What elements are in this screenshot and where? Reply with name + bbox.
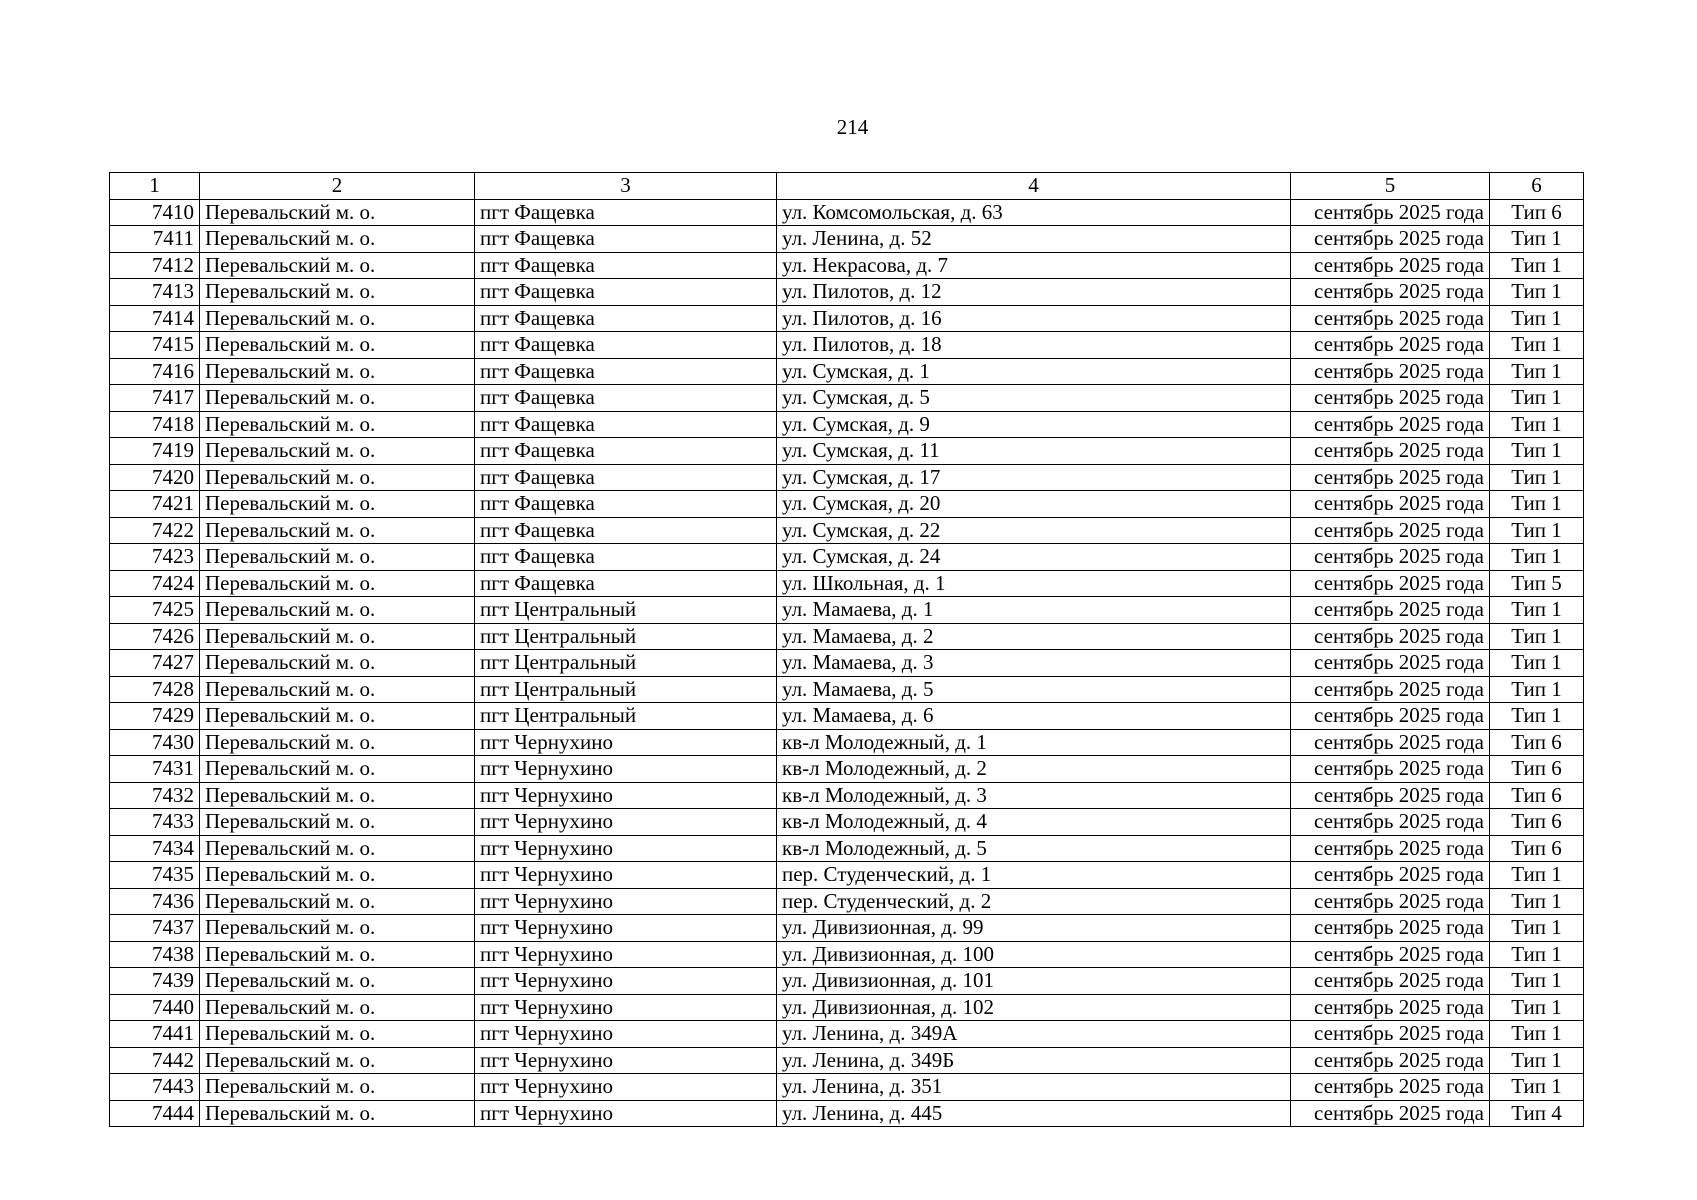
district-cell: Перевальский м. о. bbox=[200, 517, 475, 544]
settlement-cell: пгт Фащевка bbox=[475, 279, 777, 306]
address-cell: ул. Ленина, д. 349Б bbox=[777, 1047, 1291, 1074]
page-number: 214 bbox=[836, 115, 869, 139]
period-cell: сентябрь 2025 года bbox=[1291, 491, 1490, 518]
type-cell: Тип 1 bbox=[1490, 597, 1584, 624]
type-cell: Тип 1 bbox=[1490, 862, 1584, 889]
table-row bbox=[110, 252, 1584, 279]
table-row bbox=[110, 226, 1584, 253]
table-row bbox=[110, 570, 1584, 597]
row-number-cell: 7410 bbox=[110, 199, 200, 226]
row-number-cell: 7421 bbox=[110, 491, 200, 518]
table-row bbox=[110, 279, 1584, 306]
address-cell: кв-л Молодежный, д. 4 bbox=[777, 809, 1291, 836]
settlement-cell: пгт Чернухино bbox=[475, 888, 777, 915]
row-number-cell: 7441 bbox=[110, 1021, 200, 1048]
period-cell: сентябрь 2025 года bbox=[1291, 862, 1490, 889]
address-cell: ул. Школьная, д. 1 bbox=[777, 570, 1291, 597]
address-cell: ул. Сумская, д. 22 bbox=[777, 517, 1291, 544]
row-number-cell: 7435 bbox=[110, 862, 200, 889]
district-cell: Перевальский м. о. bbox=[200, 888, 475, 915]
table-row bbox=[110, 358, 1584, 385]
table-row bbox=[110, 411, 1584, 438]
row-number-cell: 7427 bbox=[110, 650, 200, 677]
period-cell: сентябрь 2025 года bbox=[1291, 1074, 1490, 1101]
type-cell: Тип 1 bbox=[1490, 1074, 1584, 1101]
district-cell: Перевальский м. о. bbox=[200, 226, 475, 253]
housing-register-table bbox=[109, 172, 1584, 1127]
district-cell: Перевальский м. о. bbox=[200, 279, 475, 306]
address-cell: ул. Мамаева, д. 5 bbox=[777, 676, 1291, 703]
type-cell: Тип 1 bbox=[1490, 491, 1584, 518]
table-body bbox=[110, 199, 1584, 1127]
district-cell: Перевальский м. о. bbox=[200, 411, 475, 438]
address-cell: ул. Ленина, д. 52 bbox=[777, 226, 1291, 253]
settlement-cell: пгт Чернухино bbox=[475, 915, 777, 942]
table-row bbox=[110, 517, 1584, 544]
type-cell: Тип 1 bbox=[1490, 464, 1584, 491]
settlement-cell: пгт Фащевка bbox=[475, 570, 777, 597]
table-row bbox=[110, 1047, 1584, 1074]
address-cell: ул. Мамаева, д. 6 bbox=[777, 703, 1291, 730]
district-cell: Перевальский м. о. bbox=[200, 570, 475, 597]
settlement-cell: пгт Чернухино bbox=[475, 729, 777, 756]
type-cell: Тип 6 bbox=[1490, 199, 1584, 226]
table-row bbox=[110, 835, 1584, 862]
period-cell: сентябрь 2025 года bbox=[1291, 544, 1490, 571]
period-cell: сентябрь 2025 года bbox=[1291, 676, 1490, 703]
settlement-cell: пгт Фащевка bbox=[475, 226, 777, 253]
row-number-cell: 7419 bbox=[110, 438, 200, 465]
settlement-cell: пгт Чернухино bbox=[475, 994, 777, 1021]
address-cell: ул. Сумская, д. 9 bbox=[777, 411, 1291, 438]
table-row bbox=[110, 809, 1584, 836]
settlement-cell: пгт Фащевка bbox=[475, 411, 777, 438]
period-cell: сентябрь 2025 года bbox=[1291, 1047, 1490, 1074]
address-cell: ул. Сумская, д. 11 bbox=[777, 438, 1291, 465]
table-row bbox=[110, 941, 1584, 968]
address-cell: ул. Пилотов, д. 16 bbox=[777, 305, 1291, 332]
district-cell: Перевальский м. о. bbox=[200, 1021, 475, 1048]
type-cell: Тип 1 bbox=[1490, 517, 1584, 544]
column-header-4: 4 bbox=[777, 173, 1291, 200]
row-number-cell: 7426 bbox=[110, 623, 200, 650]
settlement-cell: пгт Фащевка bbox=[475, 438, 777, 465]
row-number-cell: 7438 bbox=[110, 941, 200, 968]
type-cell: Тип 1 bbox=[1490, 915, 1584, 942]
address-cell: ул. Пилотов, д. 12 bbox=[777, 279, 1291, 306]
table-row bbox=[110, 994, 1584, 1021]
district-cell: Перевальский м. о. bbox=[200, 305, 475, 332]
row-number-cell: 7420 bbox=[110, 464, 200, 491]
table-row bbox=[110, 1100, 1584, 1127]
row-number-cell: 7417 bbox=[110, 385, 200, 412]
settlement-cell: пгт Чернухино bbox=[475, 1074, 777, 1101]
type-cell: Тип 1 bbox=[1490, 703, 1584, 730]
district-cell: Перевальский м. о. bbox=[200, 491, 475, 518]
settlement-cell: пгт Фащевка bbox=[475, 305, 777, 332]
district-cell: Перевальский м. о. bbox=[200, 756, 475, 783]
table-row bbox=[110, 491, 1584, 518]
address-cell: ул. Мамаева, д. 2 bbox=[777, 623, 1291, 650]
period-cell: сентябрь 2025 года bbox=[1291, 464, 1490, 491]
district-cell: Перевальский м. о. bbox=[200, 729, 475, 756]
district-cell: Перевальский м. о. bbox=[200, 1100, 475, 1127]
table-row bbox=[110, 623, 1584, 650]
type-cell: Тип 6 bbox=[1490, 835, 1584, 862]
row-number-cell: 7436 bbox=[110, 888, 200, 915]
settlement-cell: пгт Фащевка bbox=[475, 385, 777, 412]
table-row bbox=[110, 385, 1584, 412]
settlement-cell: пгт Фащевка bbox=[475, 358, 777, 385]
settlement-cell: пгт Чернухино bbox=[475, 941, 777, 968]
row-number-cell: 7428 bbox=[110, 676, 200, 703]
period-cell: сентябрь 2025 года bbox=[1291, 305, 1490, 332]
district-cell: Перевальский м. о. bbox=[200, 252, 475, 279]
row-number-cell: 7437 bbox=[110, 915, 200, 942]
settlement-cell: пгт Центральный bbox=[475, 597, 777, 624]
settlement-cell: пгт Центральный bbox=[475, 703, 777, 730]
period-cell: сентябрь 2025 года bbox=[1291, 968, 1490, 995]
row-number-cell: 7412 bbox=[110, 252, 200, 279]
type-cell: Тип 5 bbox=[1490, 570, 1584, 597]
settlement-cell: пгт Чернухино bbox=[475, 782, 777, 809]
table-row bbox=[110, 438, 1584, 465]
address-cell: ул. Пилотов, д. 18 bbox=[777, 332, 1291, 359]
row-number-cell: 7430 bbox=[110, 729, 200, 756]
address-cell: ул. Сумская, д. 20 bbox=[777, 491, 1291, 518]
row-number-cell: 7440 bbox=[110, 994, 200, 1021]
table-row bbox=[110, 650, 1584, 677]
column-header-6: 6 bbox=[1490, 173, 1584, 200]
column-header-3: 3 bbox=[475, 173, 777, 200]
period-cell: сентябрь 2025 года bbox=[1291, 358, 1490, 385]
period-cell: сентябрь 2025 года bbox=[1291, 279, 1490, 306]
table-row bbox=[110, 862, 1584, 889]
row-number-cell: 7439 bbox=[110, 968, 200, 995]
row-number-cell: 7431 bbox=[110, 756, 200, 783]
settlement-cell: пгт Чернухино bbox=[475, 756, 777, 783]
district-cell: Перевальский м. о. bbox=[200, 597, 475, 624]
settlement-cell: пгт Центральный bbox=[475, 676, 777, 703]
table-row bbox=[110, 782, 1584, 809]
period-cell: сентябрь 2025 года bbox=[1291, 1021, 1490, 1048]
district-cell: Перевальский м. о. bbox=[200, 464, 475, 491]
row-number-cell: 7415 bbox=[110, 332, 200, 359]
period-cell: сентябрь 2025 года bbox=[1291, 570, 1490, 597]
settlement-cell: пгт Чернухино bbox=[475, 835, 777, 862]
district-cell: Перевальский м. о. bbox=[200, 941, 475, 968]
address-cell: ул. Дивизионная, д. 101 bbox=[777, 968, 1291, 995]
period-cell: сентябрь 2025 года bbox=[1291, 994, 1490, 1021]
column-header-2: 2 bbox=[200, 173, 475, 200]
type-cell: Тип 6 bbox=[1490, 729, 1584, 756]
district-cell: Перевальский м. о. bbox=[200, 1047, 475, 1074]
settlement-cell: пгт Фащевка bbox=[475, 199, 777, 226]
type-cell: Тип 1 bbox=[1490, 305, 1584, 332]
address-cell: ул. Сумская, д. 5 bbox=[777, 385, 1291, 412]
settlement-cell: пгт Фащевка bbox=[475, 464, 777, 491]
settlement-cell: пгт Чернухино bbox=[475, 809, 777, 836]
type-cell: Тип 1 bbox=[1490, 941, 1584, 968]
period-cell: сентябрь 2025 года bbox=[1291, 385, 1490, 412]
settlement-cell: пгт Чернухино bbox=[475, 968, 777, 995]
row-number-cell: 7411 bbox=[110, 226, 200, 253]
address-cell: ул. Ленина, д. 349А bbox=[777, 1021, 1291, 1048]
type-cell: Тип 1 bbox=[1490, 650, 1584, 677]
district-cell: Перевальский м. о. bbox=[200, 968, 475, 995]
address-cell: пер. Студенческий, д. 1 bbox=[777, 862, 1291, 889]
row-number-cell: 7433 bbox=[110, 809, 200, 836]
row-number-cell: 7423 bbox=[110, 544, 200, 571]
table-row bbox=[110, 597, 1584, 624]
row-number-cell: 7432 bbox=[110, 782, 200, 809]
table-row bbox=[110, 703, 1584, 730]
district-cell: Перевальский м. о. bbox=[200, 650, 475, 677]
row-number-cell: 7413 bbox=[110, 279, 200, 306]
district-cell: Перевальский м. о. bbox=[200, 332, 475, 359]
address-cell: ул. Дивизионная, д. 100 bbox=[777, 941, 1291, 968]
row-number-cell: 7422 bbox=[110, 517, 200, 544]
type-cell: Тип 1 bbox=[1490, 1047, 1584, 1074]
table-row bbox=[110, 676, 1584, 703]
district-cell: Перевальский м. о. bbox=[200, 915, 475, 942]
address-cell: ул. Мамаева, д. 3 bbox=[777, 650, 1291, 677]
address-cell: ул. Некрасова, д. 7 bbox=[777, 252, 1291, 279]
table-row bbox=[110, 968, 1584, 995]
type-cell: Тип 1 bbox=[1490, 411, 1584, 438]
type-cell: Тип 1 bbox=[1490, 279, 1584, 306]
type-cell: Тип 1 bbox=[1490, 968, 1584, 995]
district-cell: Перевальский м. о. bbox=[200, 782, 475, 809]
district-cell: Перевальский м. о. bbox=[200, 862, 475, 889]
period-cell: сентябрь 2025 года bbox=[1291, 226, 1490, 253]
address-cell: кв-л Молодежный, д. 1 bbox=[777, 729, 1291, 756]
settlement-cell: пгт Фащевка bbox=[475, 544, 777, 571]
type-cell: Тип 6 bbox=[1490, 756, 1584, 783]
settlement-cell: пгт Центральный bbox=[475, 623, 777, 650]
table-row bbox=[110, 544, 1584, 571]
type-cell: Тип 1 bbox=[1490, 623, 1584, 650]
district-cell: Перевальский м. о. bbox=[200, 835, 475, 862]
period-cell: сентябрь 2025 года bbox=[1291, 650, 1490, 677]
type-cell: Тип 1 bbox=[1490, 1021, 1584, 1048]
address-cell: ул. Дивизионная, д. 99 bbox=[777, 915, 1291, 942]
table-row bbox=[110, 332, 1584, 359]
row-number-cell: 7434 bbox=[110, 835, 200, 862]
table-header-row bbox=[110, 173, 1584, 200]
address-cell: кв-л Молодежный, д. 5 bbox=[777, 835, 1291, 862]
address-cell: ул. Сумская, д. 1 bbox=[777, 358, 1291, 385]
district-cell: Перевальский м. о. bbox=[200, 623, 475, 650]
table-row bbox=[110, 888, 1584, 915]
address-cell: пер. Студенческий, д. 2 bbox=[777, 888, 1291, 915]
type-cell: Тип 1 bbox=[1490, 994, 1584, 1021]
type-cell: Тип 1 bbox=[1490, 252, 1584, 279]
row-number-cell: 7414 bbox=[110, 305, 200, 332]
settlement-cell: пгт Фащевка bbox=[475, 517, 777, 544]
period-cell: сентябрь 2025 года bbox=[1291, 199, 1490, 226]
period-cell: сентябрь 2025 года bbox=[1291, 729, 1490, 756]
district-cell: Перевальский м. о. bbox=[200, 544, 475, 571]
period-cell: сентябрь 2025 года bbox=[1291, 756, 1490, 783]
address-cell: ул. Ленина, д. 445 bbox=[777, 1100, 1291, 1127]
table-row bbox=[110, 756, 1584, 783]
address-cell: кв-л Молодежный, д. 2 bbox=[777, 756, 1291, 783]
row-number-cell: 7429 bbox=[110, 703, 200, 730]
settlement-cell: пгт Чернухино bbox=[475, 1021, 777, 1048]
type-cell: Тип 6 bbox=[1490, 809, 1584, 836]
district-cell: Перевальский м. о. bbox=[200, 385, 475, 412]
settlement-cell: пгт Чернухино bbox=[475, 1100, 777, 1127]
district-cell: Перевальский м. о. bbox=[200, 1074, 475, 1101]
district-cell: Перевальский м. о. bbox=[200, 358, 475, 385]
row-number-cell: 7416 bbox=[110, 358, 200, 385]
table-row bbox=[110, 464, 1584, 491]
row-number-cell: 7444 bbox=[110, 1100, 200, 1127]
row-number-cell: 7425 bbox=[110, 597, 200, 624]
period-cell: сентябрь 2025 года bbox=[1291, 252, 1490, 279]
type-cell: Тип 6 bbox=[1490, 782, 1584, 809]
row-number-cell: 7424 bbox=[110, 570, 200, 597]
table-row bbox=[110, 305, 1584, 332]
table-row bbox=[110, 1021, 1584, 1048]
address-cell: кв-л Молодежный, д. 3 bbox=[777, 782, 1291, 809]
settlement-cell: пгт Фащевка bbox=[475, 332, 777, 359]
address-cell: ул. Сумская, д. 17 bbox=[777, 464, 1291, 491]
period-cell: сентябрь 2025 года bbox=[1291, 915, 1490, 942]
address-cell: ул. Ленина, д. 351 bbox=[777, 1074, 1291, 1101]
address-cell: ул. Мамаева, д. 1 bbox=[777, 597, 1291, 624]
address-cell: ул. Сумская, д. 24 bbox=[777, 544, 1291, 571]
type-cell: Тип 1 bbox=[1490, 544, 1584, 571]
district-cell: Перевальский м. о. bbox=[200, 438, 475, 465]
settlement-cell: пгт Чернухино bbox=[475, 1047, 777, 1074]
type-cell: Тип 1 bbox=[1490, 676, 1584, 703]
period-cell: сентябрь 2025 года bbox=[1291, 623, 1490, 650]
period-cell: сентябрь 2025 года bbox=[1291, 438, 1490, 465]
settlement-cell: пгт Фащевка bbox=[475, 491, 777, 518]
period-cell: сентябрь 2025 года bbox=[1291, 888, 1490, 915]
table-row bbox=[110, 915, 1584, 942]
row-number-cell: 7443 bbox=[110, 1074, 200, 1101]
period-cell: сентябрь 2025 года bbox=[1291, 332, 1490, 359]
table-row bbox=[110, 1074, 1584, 1101]
district-cell: Перевальский м. о. bbox=[200, 199, 475, 226]
row-number-cell: 7418 bbox=[110, 411, 200, 438]
period-cell: сентябрь 2025 года bbox=[1291, 809, 1490, 836]
district-cell: Перевальский м. о. bbox=[200, 703, 475, 730]
type-cell: Тип 1 bbox=[1490, 358, 1584, 385]
type-cell: Тип 1 bbox=[1490, 226, 1584, 253]
period-cell: сентябрь 2025 года bbox=[1291, 597, 1490, 624]
address-cell: ул. Дивизионная, д. 102 bbox=[777, 994, 1291, 1021]
type-cell: Тип 1 bbox=[1490, 332, 1584, 359]
period-cell: сентябрь 2025 года bbox=[1291, 411, 1490, 438]
column-header-1: 1 bbox=[110, 173, 200, 200]
period-cell: сентябрь 2025 года bbox=[1291, 835, 1490, 862]
row-number-cell: 7442 bbox=[110, 1047, 200, 1074]
period-cell: сентябрь 2025 года bbox=[1291, 782, 1490, 809]
district-cell: Перевальский м. о. bbox=[200, 809, 475, 836]
district-cell: Перевальский м. о. bbox=[200, 676, 475, 703]
period-cell: сентябрь 2025 года bbox=[1291, 517, 1490, 544]
type-cell: Тип 1 bbox=[1490, 385, 1584, 412]
district-cell: Перевальский м. о. bbox=[200, 994, 475, 1021]
type-cell: Тип 1 bbox=[1490, 888, 1584, 915]
settlement-cell: пгт Чернухино bbox=[475, 862, 777, 889]
column-header-5: 5 bbox=[1291, 173, 1490, 200]
address-cell: ул. Комсомольская, д. 63 bbox=[777, 199, 1291, 226]
table-row bbox=[110, 729, 1584, 756]
settlement-cell: пгт Фащевка bbox=[475, 252, 777, 279]
table-row bbox=[110, 199, 1584, 226]
period-cell: сентябрь 2025 года bbox=[1291, 1100, 1490, 1127]
period-cell: сентябрь 2025 года bbox=[1291, 941, 1490, 968]
settlement-cell: пгт Центральный bbox=[475, 650, 777, 677]
type-cell: Тип 1 bbox=[1490, 438, 1584, 465]
type-cell: Тип 4 bbox=[1490, 1100, 1584, 1127]
period-cell: сентябрь 2025 года bbox=[1291, 703, 1490, 730]
